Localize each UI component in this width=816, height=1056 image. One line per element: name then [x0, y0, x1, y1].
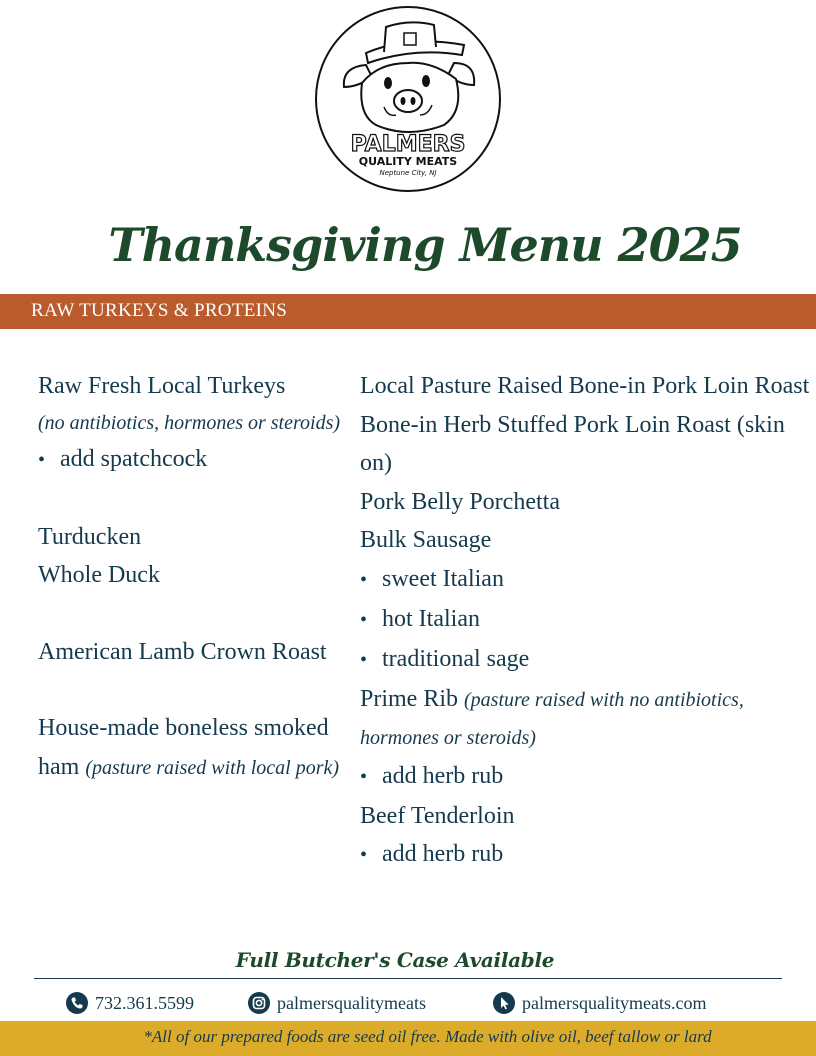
- phone-number[interactable]: 732.361.5599: [95, 992, 194, 1013]
- section-title: RAW TURKEYS & PROTEINS: [31, 300, 288, 321]
- logo-name: PALMERS: [350, 132, 466, 157]
- menu-item-turkey: Raw Fresh Local Turkeys: [38, 373, 286, 399]
- phone-icon: [66, 992, 88, 1014]
- contact-website[interactable]: [493, 990, 706, 1016]
- instagram-icon: [248, 992, 270, 1014]
- logo-location: Neptune City, NJ: [379, 169, 437, 177]
- option-label: traditional sage: [382, 645, 530, 672]
- option-label: add spatchcock: [60, 445, 208, 472]
- menu-option: • sweet Italian: [360, 565, 504, 592]
- pig-snout: [394, 90, 422, 112]
- menu-item-sausage: Bulk Sausage: [360, 527, 492, 553]
- menu-item-prime-rib-note: (pasture raised with no antibiotics, hormones or steroids): [360, 688, 744, 749]
- contact-phone[interactable]: [66, 990, 194, 1016]
- disclaimer-text: *All of our prepared foods are seed oil free. Made with olive oil, beef tallow or lard: [143, 1027, 712, 1046]
- section-band: [0, 294, 816, 329]
- page-title: Thanksgiving Menu 2025: [108, 218, 742, 272]
- menu-option: • hot Italian: [360, 605, 480, 632]
- menu-option: • add spatchcock: [38, 445, 208, 472]
- menu-item-stuffed-loin: Bone-in Herb Stuffed Pork Loin Roast (skin on): [360, 411, 785, 476]
- menu-item-ham-note: (pasture raised with local pork): [85, 756, 340, 779]
- option-label: hot Italian: [382, 605, 480, 632]
- menu-item-lamb: American Lamb Crown Roast: [38, 638, 327, 665]
- contact-instagram[interactable]: [248, 990, 426, 1016]
- menu-item-duck: Whole Duck: [38, 562, 160, 588]
- option-label: add herb rub: [382, 841, 504, 867]
- menu-item-ham: [38, 709, 348, 786]
- palmers-logo: [314, 5, 502, 193]
- footer-headline: Full Butcher's Case Available: [235, 948, 555, 972]
- menu-item-turkey-note: (no antibiotics, hormones or steroids): [38, 411, 341, 434]
- logo-tagline: QUALITY MEATS: [358, 155, 458, 168]
- instagram-handle[interactable]: palmersqualitymeats: [277, 992, 426, 1013]
- option-label: sweet Italian: [382, 565, 504, 592]
- cursor-icon: [493, 992, 515, 1014]
- menu-option: • traditional sage: [360, 645, 530, 672]
- website-link[interactable]: palmersqualitymeats.com: [522, 992, 707, 1013]
- menu-item-prime-rib: [360, 680, 810, 757]
- menu-item-porchetta: Pork Belly Porchetta: [360, 488, 560, 515]
- footer-divider: [34, 978, 782, 979]
- menu-option: • add herb rub: [360, 762, 504, 789]
- menu-item-ham-label: House-made boneless smoked ham: [38, 715, 329, 780]
- menu-item-prime-rib-label: Prime Rib: [360, 685, 459, 712]
- menu-option: • add herb rub: [360, 841, 504, 867]
- menu-right-column: [360, 367, 810, 875]
- menu-item-turducken: Turducken: [38, 523, 142, 550]
- menu-left-column: [38, 367, 348, 786]
- disclaimer-band: [0, 1021, 816, 1056]
- menu-item-tenderloin: Beef Tenderloin: [360, 802, 515, 829]
- option-label: add herb rub: [382, 762, 504, 789]
- menu-item-pork-loin: Local Pasture Raised Bone-in Pork Loin Roast: [360, 373, 810, 399]
